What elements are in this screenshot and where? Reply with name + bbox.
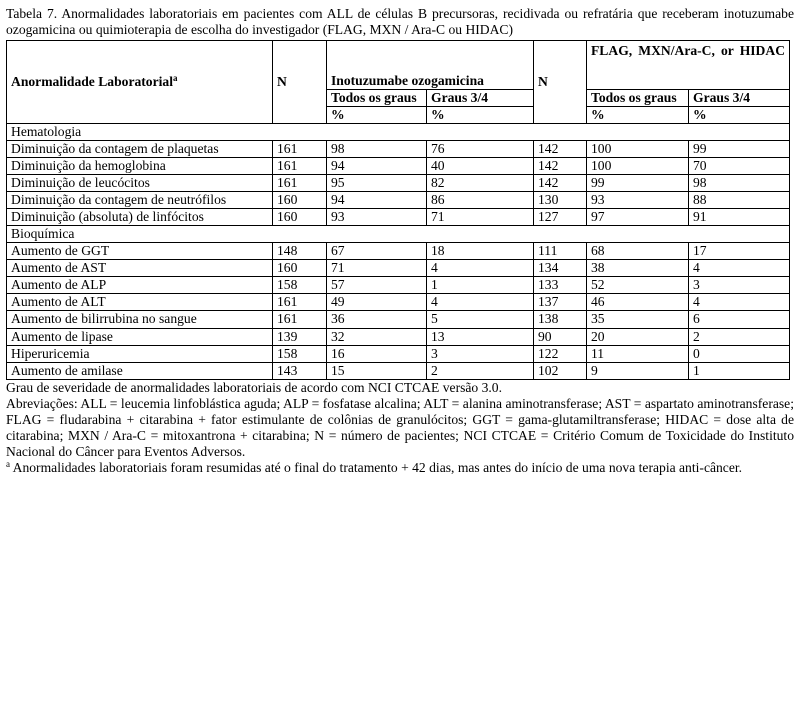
cell-n1: 161 <box>273 311 327 328</box>
cell-g2: 88 <box>689 192 790 209</box>
cell-a1: 71 <box>327 260 427 277</box>
cell-a1: 49 <box>327 294 427 311</box>
table-row <box>7 311 790 328</box>
cell-g2: 4 <box>689 294 790 311</box>
footnote-abbreviations: Abreviações: ALL = leucemia linfoblástica aguda; ALP = fosfatase alcalina; ALT = alanina aminotransferase; AST = aspartato aminotransferase; FLAG = fludarabina + citarabina + fator estimulante de colônias de granulócitos; GGT = gama-glutamiltransferase; HIDAC = dose alta de citarabina; MXN / Ara-C = mitoxantrona + citarabina; N = número de pacientes; NCI CTCAE = Critério Comum de Toxicidade do Instituto Nacional do Câncer para Eventos Adversos. <box>6 395 794 459</box>
table-row <box>7 294 790 311</box>
table-row <box>7 277 790 294</box>
cell-n2: 142 <box>534 158 587 175</box>
cell-n1: 143 <box>273 362 327 379</box>
cell-label: Aumento de bilirrubina no sangue <box>7 311 273 328</box>
cell-a1: 32 <box>327 328 427 345</box>
cell-a2: 68 <box>587 243 689 260</box>
cell-label: Diminuição da contagem de neutrófilos <box>7 192 273 209</box>
cell-n1: 161 <box>273 294 327 311</box>
cell-g2: 4 <box>689 260 790 277</box>
cell-label: Diminuição da contagem de plaquetas <box>7 141 273 158</box>
cell-n2: 122 <box>534 345 587 362</box>
cell-a2: 97 <box>587 209 689 226</box>
cell-g1: 82 <box>427 175 534 192</box>
header-unit: % <box>327 107 427 124</box>
header-label: Anormalidade Laboratorial$^a$ <box>7 41 273 124</box>
cell-g2: 3 <box>689 277 790 294</box>
cell-g1: 40 <box>427 158 534 175</box>
footnote-severity: Grau de severidade de anormalidades laboratoriais de acordo com NCI CTCAE versão 3.0. <box>6 379 502 395</box>
cell-g1: 86 <box>427 192 534 209</box>
cell-label: Aumento de ALP <box>7 277 273 294</box>
table-row <box>7 175 790 192</box>
table-row <box>7 192 790 209</box>
cell-g2: 6 <box>689 311 790 328</box>
header-n-chemo: N <box>534 41 587 124</box>
cell-g2: 70 <box>689 158 790 175</box>
cell-n1: 148 <box>273 243 327 260</box>
cell-a2: 99 <box>587 175 689 192</box>
cell-a1: 94 <box>327 192 427 209</box>
cell-n2: 137 <box>534 294 587 311</box>
cell-g2: 91 <box>689 209 790 226</box>
cell-label: Diminuição de leucócitos <box>7 175 273 192</box>
cell-label: Aumento de GGT <box>7 243 273 260</box>
cell-g1: 5 <box>427 311 534 328</box>
cell-g2: 99 <box>689 141 790 158</box>
cell-a2: 46 <box>587 294 689 311</box>
header-unit: % <box>689 107 790 124</box>
cell-n2: 130 <box>534 192 587 209</box>
table-row <box>7 243 790 260</box>
cell-g1: 13 <box>427 328 534 345</box>
cell-a2: 52 <box>587 277 689 294</box>
cell-a1: 67 <box>327 243 427 260</box>
table-row <box>7 362 790 379</box>
cell-n1: 161 <box>273 175 327 192</box>
cell-a1: 94 <box>327 158 427 175</box>
cell-g1: 4 <box>427 260 534 277</box>
table-body <box>7 124 790 379</box>
cell-a2: 9 <box>587 362 689 379</box>
cell-a2: 35 <box>587 311 689 328</box>
cell-a1: 36 <box>327 311 427 328</box>
header-all-grades-2: Todos os graus <box>587 90 689 107</box>
header-group-chemo: FLAG, MXN/Ara-C, or HIDAC <box>587 41 790 90</box>
header-n-inotuzumab: N <box>273 41 327 124</box>
table-row <box>7 328 790 345</box>
cell-a1: 93 <box>327 209 427 226</box>
table-row <box>7 345 790 362</box>
cell-n1: 160 <box>273 260 327 277</box>
cell-a2: 11 <box>587 345 689 362</box>
header-all-grades-1: Todos os graus <box>327 90 427 107</box>
cell-label: Diminuição da hemoglobina <box>7 158 273 175</box>
cell-a2: 20 <box>587 328 689 345</box>
cell-a1: 95 <box>327 175 427 192</box>
cell-a2: 93 <box>587 192 689 209</box>
header-group-inotuzumab: Inotuzumabe ozogamicina <box>327 41 534 90</box>
cell-g1: 18 <box>427 243 534 260</box>
header-grades34-2: Graus 3/4 <box>689 90 790 107</box>
cell-n2: 111 <box>534 243 587 260</box>
cell-a2: 100 <box>587 141 689 158</box>
cell-n2: 133 <box>534 277 587 294</box>
lab-abnormalities-table <box>6 40 790 380</box>
cell-n1: 160 <box>273 209 327 226</box>
cell-n2: 102 <box>534 362 587 379</box>
header-unit: % <box>427 107 534 124</box>
table-row <box>7 209 790 226</box>
cell-a1: 98 <box>327 141 427 158</box>
table-row <box>7 260 790 277</box>
header-unit: % <box>587 107 689 124</box>
table-caption: Tabela 7. Anormalidades laboratoriais em pacientes com ALL de células B precursoras, recidivada ou refratária que receberam inotuzumabe ozogamicina ou quimioterapia de escolha do investigador (FLAG, MXN / Ara-C ou HIDAC) <box>6 6 794 38</box>
cell-label: Aumento de ALT <box>7 294 273 311</box>
cell-a1: 57 <box>327 277 427 294</box>
cell-n1: 158 <box>273 345 327 362</box>
cell-g2: 98 <box>689 175 790 192</box>
cell-n2: 127 <box>534 209 587 226</box>
section-title: Hematologia <box>7 124 790 141</box>
section-row <box>7 124 790 141</box>
cell-n2: 134 <box>534 260 587 277</box>
cell-n1: 161 <box>273 141 327 158</box>
cell-g2: 1 <box>689 362 790 379</box>
cell-n2: 142 <box>534 141 587 158</box>
cell-g2: 17 <box>689 243 790 260</box>
cell-a2: 38 <box>587 260 689 277</box>
cell-label: Diminuição (absoluta) de linfócitos <box>7 209 273 226</box>
cell-g1: 71 <box>427 209 534 226</box>
cell-label: Aumento de lipase <box>7 328 273 345</box>
table-row <box>7 158 790 175</box>
cell-n1: 139 <box>273 328 327 345</box>
footnotes <box>6 380 794 476</box>
cell-g1: 1 <box>427 277 534 294</box>
cell-g1: 2 <box>427 362 534 379</box>
cell-g2: 2 <box>689 328 790 345</box>
cell-label: Aumento de AST <box>7 260 273 277</box>
cell-n1: 158 <box>273 277 327 294</box>
cell-n2: 90 <box>534 328 587 345</box>
section-row <box>7 226 790 243</box>
cell-g1: 3 <box>427 345 534 362</box>
cell-n2: 142 <box>534 175 587 192</box>
cell-a1: 15 <box>327 362 427 379</box>
cell-n2: 138 <box>534 311 587 328</box>
cell-n1: 161 <box>273 158 327 175</box>
cell-label: Aumento de amilase <box>7 362 273 379</box>
footnote-note: $^a$ Anormalidades laboratoriais foram resumidas até o final do tratamento + 42 dias, mas antes do início de uma nova terapia anti-câncer. <box>6 458 743 475</box>
cell-n1: 160 <box>273 192 327 209</box>
cell-g1: 4 <box>427 294 534 311</box>
cell-label: Hiperuricemia <box>7 345 273 362</box>
table-row <box>7 141 790 158</box>
cell-a2: 100 <box>587 158 689 175</box>
cell-a1: 16 <box>327 345 427 362</box>
cell-g1: 76 <box>427 141 534 158</box>
cell-g2: 0 <box>689 345 790 362</box>
section-title: Bioquímica <box>7 226 790 243</box>
header-grades34-1: Graus 3/4 <box>427 90 534 107</box>
